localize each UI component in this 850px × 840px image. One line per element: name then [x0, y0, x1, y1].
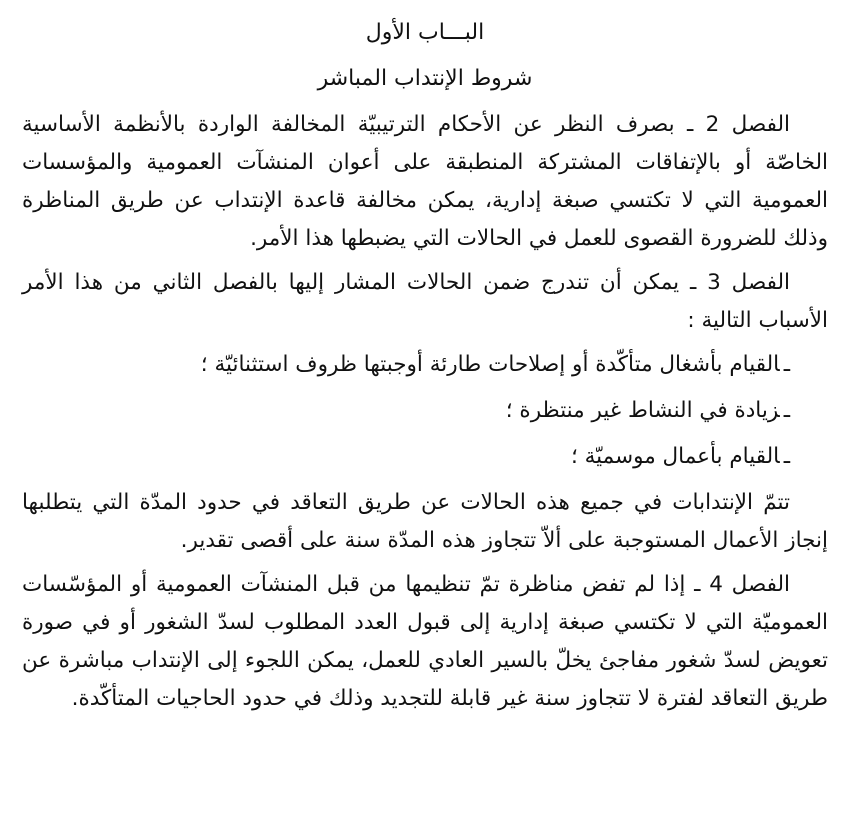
list-dash: ـ: [783, 444, 790, 469]
contract-duration-paragraph: تتمّ الإنتدابات في جميع هذه الحالات عن طريق التعاقد في حدود المدّة التي يتطلبها إنجاز الأعمال المستوجبة على ألاّ تتجاوز هذه المدّة سنة على أقصى تقدير.: [22, 490, 828, 553]
article-4-paragraph: الفصل 4 ـ إذا لم تفض مناظرة تمّ تنظيمها من قبل المنشآت العمومية أو المؤسّسات العموميّة التي لا تكتسي صبغة إدارية إلى قبول العدد المطلوب لسدّ الشغور أو في صورة تعويض لسدّ شغور مفاجئ يخلّ بالسير العادي للعمل، يمكن اللجوء إلى الإنتداب مباشرة عن طريق التعاقد لفترة لا تتجاوز سنة غير قابلة للتجديد وذلك في حدود الحاجيات المتأكّدة.: [22, 572, 828, 711]
list-dash: ـ: [783, 398, 790, 423]
list-item: [22, 346, 790, 384]
list-item-text: القيام بأعمال موسميّة ؛: [570, 444, 780, 469]
list-item: [22, 392, 790, 430]
list-dash: ـ: [783, 352, 790, 377]
section-title: شروط الإنتداب المباشر: [317, 66, 533, 91]
list-item-text: القيام بأشغال متأكّدة أو إصلاحات طارئة أوجبتها ظروف استثنائيّة ؛: [200, 352, 780, 377]
chapter-title: البـــاب الأول: [365, 20, 485, 45]
article-2-paragraph: الفصل 2 ـ بصرف النظر عن الأحكام الترتيبيّة المخالفة الواردة بالأنظمة الأساسية الخاصّة أو بالإتفاقات المشتركة المنطبقة على أعوان المنشآت العمومية والمؤسسات العمومية التي لا تكتسي صبغة إدارية، يمكن مخالفة قاعدة الإنتداب عن طريق المناظرة وذلك للضرورة القصوى للعمل في الحالات التي يضبطها هذا الأمر.: [22, 112, 828, 251]
list-item-text: زيادة في النشاط غير منتظرة ؛: [505, 398, 780, 423]
article-3-paragraph: الفصل 3 ـ يمكن أن تندرج ضمن الحالات المشار إليها بالفصل الثاني من هذا الأمر الأسباب التالية :: [22, 270, 828, 333]
list-item: [22, 438, 790, 476]
